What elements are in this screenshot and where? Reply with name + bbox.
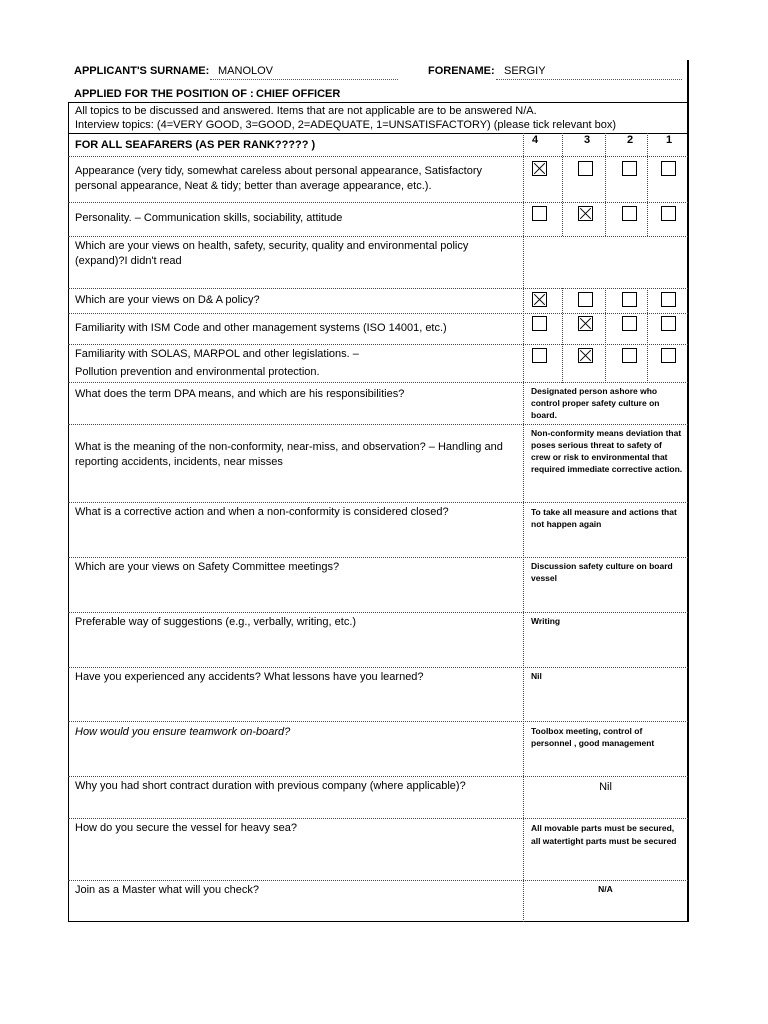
row-separator xyxy=(68,818,688,819)
answer-safety-committee: Discussion safety culture on board vessel xyxy=(531,561,673,583)
rating-checkbox-1[interactable] xyxy=(661,206,676,221)
answer-heavy-sea: All movable parts must be secured, all watertight parts must be secured xyxy=(531,823,677,846)
rating-checkbox-4-checked[interactable] xyxy=(532,292,547,307)
answer-corrective-action: To take all measure and actions that not happen again xyxy=(531,507,677,529)
rating-checkbox-3-checked[interactable] xyxy=(578,348,593,363)
rating-divider-f xyxy=(647,288,648,383)
question-corrective-action: What is a corrective action and when a non-conformity is considered closed? xyxy=(75,506,449,518)
row-separator xyxy=(68,776,688,777)
rating-checkbox-3-checked[interactable] xyxy=(578,316,593,331)
answer-suggestions: Writing xyxy=(531,616,561,626)
question-suggestions: Preferable way of suggestions (e.g., verbally, writing, etc.) xyxy=(75,616,357,628)
rating-checkbox-2[interactable] xyxy=(622,348,637,363)
surname-value: MANOLOV xyxy=(218,65,274,77)
rating-checkbox-4[interactable] xyxy=(532,206,547,221)
question-heavy-sea: How do you secure the vessel for heavy sea? xyxy=(75,822,297,834)
rating-checkbox-1[interactable] xyxy=(661,161,676,176)
table-right-border xyxy=(687,60,689,922)
row-separator xyxy=(68,156,688,157)
rating-checkbox-3-checked[interactable] xyxy=(578,206,593,221)
rating-divider-c xyxy=(647,133,648,236)
forename-value: SERGIY xyxy=(504,65,546,77)
rating-col-3: 3 xyxy=(583,134,591,146)
rating-divider-a xyxy=(562,133,563,236)
row-separator xyxy=(68,612,688,613)
rating-checkbox-4[interactable] xyxy=(532,316,547,331)
answer-dpa: Designated person ashore who control proper safety culture on board. xyxy=(531,386,660,420)
answer-teamwork: Toolbox meeting, control of personnel , good management xyxy=(531,726,655,748)
question-ism-code: Familiarity with ISM Code and other management systems (ISO 14001, etc.) xyxy=(75,322,447,334)
row-separator xyxy=(68,557,688,558)
row-separator xyxy=(68,313,688,314)
section-title: FOR ALL SEAFARERS (AS PER RANK????? ) xyxy=(75,139,316,151)
rating-col-2: 2 xyxy=(626,134,634,146)
rating-checkbox-2[interactable] xyxy=(622,161,637,176)
row-separator xyxy=(68,236,688,237)
rating-checkbox-2[interactable] xyxy=(622,316,637,331)
row-separator xyxy=(68,382,688,383)
row-separator xyxy=(68,721,688,722)
rating-checkbox-2[interactable] xyxy=(622,206,637,221)
rating-checkbox-4-checked[interactable] xyxy=(532,161,547,176)
rating-checkbox-1[interactable] xyxy=(661,348,676,363)
answer-column-divider xyxy=(523,133,524,922)
table-left-border xyxy=(68,102,69,922)
question-solas-marpol-line-2: Pollution prevention and environmental protection. xyxy=(75,366,320,378)
answer-short-contract: Nil xyxy=(599,781,612,793)
rating-checkbox-2[interactable] xyxy=(622,292,637,307)
surname-label: APPLICANT'S SURNAME: xyxy=(74,65,210,77)
row-separator xyxy=(68,502,688,503)
rating-col-1: 1 xyxy=(665,134,673,146)
row-separator xyxy=(68,202,688,203)
rating-checkbox-3[interactable] xyxy=(578,161,593,176)
row-separator xyxy=(68,424,688,425)
question-safety-committee: Which are your views on Safety Committee meetings? xyxy=(75,561,340,573)
surname-underline xyxy=(210,79,398,80)
rating-col-4: 4 xyxy=(531,134,539,146)
rating-divider-d xyxy=(562,288,563,383)
question-dpa: What does the term DPA means, and which are his responsibilities? xyxy=(75,388,405,400)
table-top-border xyxy=(68,102,689,103)
position-label: APPLIED FOR THE POSITION OF : xyxy=(74,88,254,100)
rating-divider-b xyxy=(605,133,606,236)
answer-accidents: Nil xyxy=(531,671,542,681)
position-value: CHIEF OFFICER xyxy=(256,88,341,100)
row-separator xyxy=(68,344,688,345)
row-separator xyxy=(68,880,688,881)
rating-checkbox-4[interactable] xyxy=(532,348,547,363)
row-separator xyxy=(68,667,688,668)
question-teamwork: How would you ensure teamwork on-board? xyxy=(75,726,291,738)
question-da-policy: Which are your views on D& A policy? xyxy=(75,294,260,306)
instructions-line-1: All topics to be discussed and answered. Items that are not applicable are to be answered N/A. xyxy=(75,105,537,117)
forename-label: FORENAME: xyxy=(428,65,495,77)
table-bottom-border xyxy=(68,921,689,922)
question-join-as-master: Join as a Master what will you check? xyxy=(75,884,260,896)
question-non-conformity: What is the meaning of the non-conformity, near-miss, and observation? – Handling and reporting accidents, incidents, near misses xyxy=(75,441,503,468)
question-hsqe-policy: Which are your views on health, safety, security, quality and environmental policy (expand)?I didn't read xyxy=(75,240,469,267)
rating-checkbox-1[interactable] xyxy=(661,292,676,307)
answer-non-conformity: Non-conformity means deviation that poses serious threat to safety of crew or risk to environmental that required immediate corrective action. xyxy=(531,428,683,474)
rating-checkbox-1[interactable] xyxy=(661,316,676,331)
question-personality: Personality. – Communication skills, sociability, attitude xyxy=(75,212,343,224)
question-accidents: Have you experienced any accidents? What lessons have you learned? xyxy=(75,671,424,683)
rating-checkbox-3[interactable] xyxy=(578,292,593,307)
question-short-contract: Why you had short contract duration with previous company (where applicable)? xyxy=(75,780,466,792)
instructions-line-2: Interview topics: (4=VERY GOOD, 3=GOOD, 2=ADEQUATE, 1=UNSATISFACTORY) (please tick relevant box) xyxy=(75,119,617,131)
row-separator xyxy=(68,288,688,289)
question-appearance: Appearance (very tidy, somewhat careless about personal appearance, Satisfactory personal appearance, Neat & tidy; better than average appearance, etc.). xyxy=(75,165,483,192)
answer-join-as-master: N/A xyxy=(598,884,613,894)
question-solas-marpol: Familiarity with SOLAS, MARPOL and other legislations. – xyxy=(75,348,359,360)
rating-divider-e xyxy=(605,288,606,383)
forename-underline xyxy=(496,79,682,80)
